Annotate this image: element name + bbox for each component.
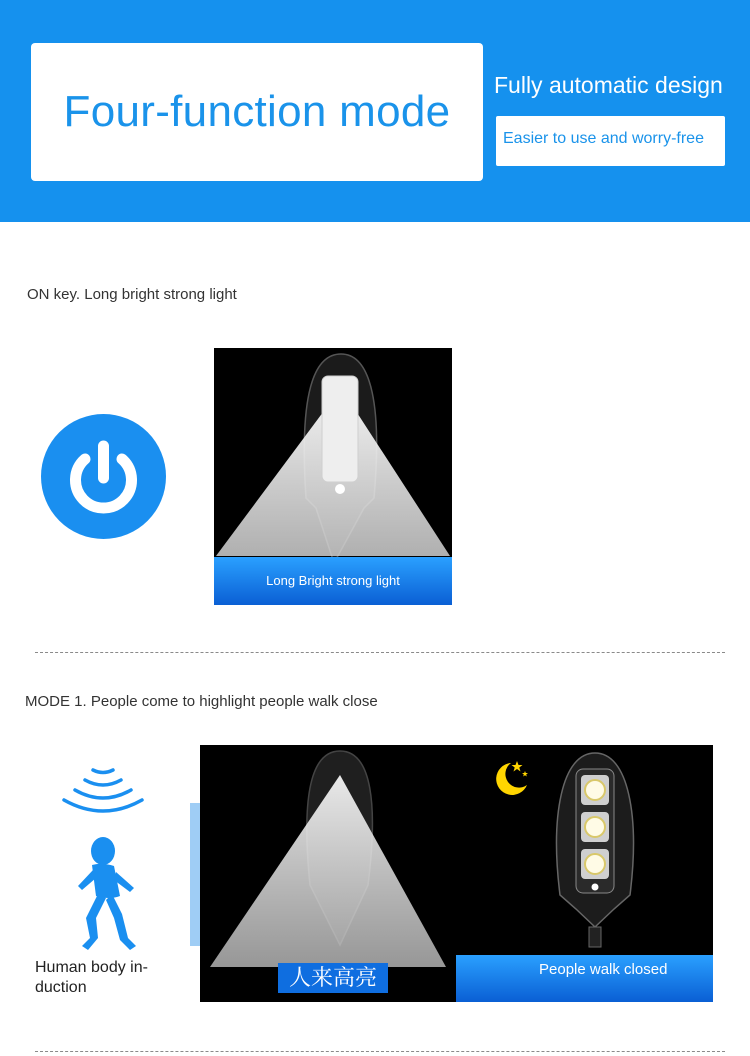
section-divider — [35, 1051, 725, 1052]
section-divider — [35, 652, 725, 653]
moon-stars-icon — [487, 757, 531, 801]
bright-lamp-photo — [214, 348, 452, 605]
power-icon — [41, 414, 166, 539]
on-key-label: ON key. Long bright strong light — [27, 286, 237, 303]
human-induction-label: Human body in-duction — [35, 959, 148, 996]
banner-subtitle: Fully automatic design — [494, 72, 723, 98]
banner-title: Four-function mode — [63, 87, 451, 136]
banner-title-card — [31, 43, 483, 181]
mode1-label: MODE 1. People come to highlight people walk close — [25, 693, 378, 710]
mode1-caption-right: People walk closed — [456, 955, 713, 1002]
banner-tagline: Easier to use and worry-free — [503, 130, 704, 147]
bright-lamp-caption: Long Bright strong light — [214, 557, 452, 605]
mode1-lamp-photo — [200, 745, 713, 1002]
banner-tagline-box — [496, 116, 725, 166]
running-person-icon — [72, 834, 142, 952]
mode1-caption-left: 人来高亮 — [278, 963, 388, 993]
top-banner — [0, 0, 750, 222]
motion-wave-icon — [58, 764, 148, 824]
